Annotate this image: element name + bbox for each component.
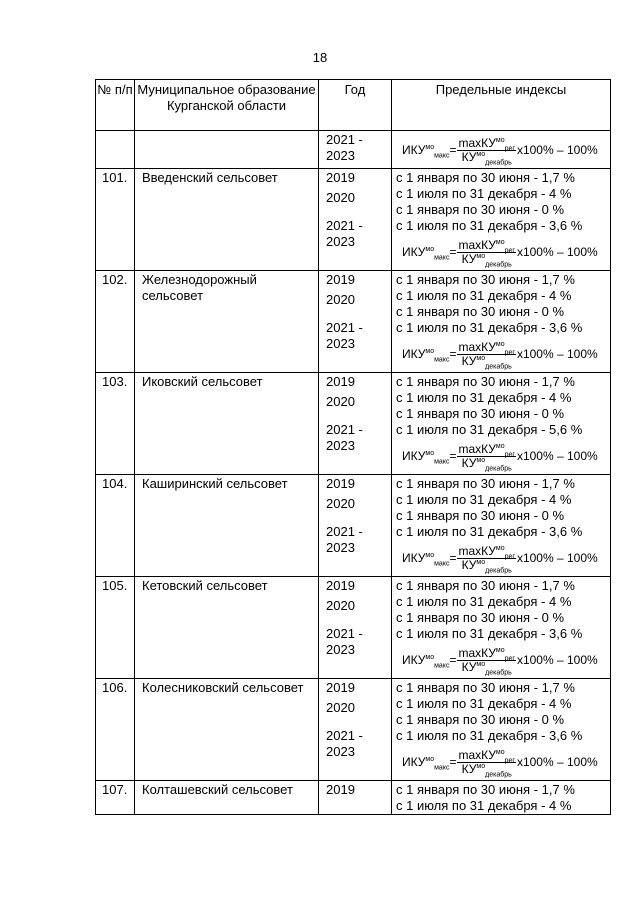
year-range: 2021 - 2023 [326,132,363,163]
formula-eq: = [449,551,457,565]
year-2020: 2020 [326,292,355,307]
index-line: с 1 июля по 31 декабря - 3,6 % [396,728,583,743]
cell-name: Кетовский сельсовет [135,577,319,679]
formula-fraction: $\frac{\max КУ^{мо}_{рег}}{КУ^{мо}_{декабрь}}$ [458,339,515,370]
formula-eq: = [449,245,457,259]
index-line: с 1 января по 30 июня - 0 % [396,610,565,625]
index-line: с 1 июля по 31 декабря - 5,6 % [396,422,583,437]
year-2019: 2019 [326,476,355,491]
table-header-row [96,80,611,131]
formula-fraction: $\frac{\max КУ^{мо}_{рег}}{КУ^{мо}_{декабрь}}$ [458,747,515,778]
index-line: с 1 января по 30 июня - 0 % [396,202,565,217]
index-line: с 1 июля по 31 декабря - 3,6 % [396,626,583,641]
formula-fraction: $\frac{\max КУ^{мо}_{рег}}{КУ^{мо}_{декабрь}}$ [458,645,515,676]
cell-name: Иковский сельсовет [135,373,319,475]
header-num: № п/п [96,80,135,131]
index-line: с 1 января по 30 июня - 1,7 % [396,170,575,185]
formula-tail: х100% – 100% [516,245,598,259]
index-line: с 1 июля по 31 декабря - 4 % [396,492,572,507]
index-line: с 1 января по 30 июня - 0 % [396,304,565,319]
formula-eq: = [449,653,457,667]
index-line: с 1 января по 30 июня - 0 % [396,712,565,727]
formula-lhs: $ИКУ^{мо}_{макс}$ [402,347,450,364]
index-line: с 1 января по 30 июня - 1,7 % [396,680,575,695]
cell-num: 102. [96,271,135,373]
formula-lhs: $ИКУ^{мо}_{макс}$ [402,755,450,772]
index-line: с 1 января по 30 июня - 1,7 % [396,374,575,389]
index-line: с 1 июля по 31 декабря - 4 % [396,390,572,405]
cell-indices [392,169,611,271]
formula-eq: = [449,449,457,463]
year-2019: 2019 [326,170,355,185]
year-range: 2021 - 2023 [326,728,363,759]
formula [396,540,610,576]
year-range: 2021 - 2023 [326,320,363,351]
formula-tail: х100% – 100% [516,755,598,769]
cell-name: Колесниковский сельсовет [135,679,319,781]
formula-fraction: $\frac{\max КУ^{мо}_{рег}}{КУ^{мо}_{декабрь}}$ [458,543,515,574]
cell-indices [392,781,611,815]
cell-name [135,131,319,169]
year-2020: 2020 [326,598,355,613]
index-line: с 1 января по 30 июня - 1,7 % [396,578,575,593]
index-line: с 1 июля по 31 декабря - 3,6 % [396,524,583,539]
index-line: с 1 июля по 31 декабря - 4 % [396,594,572,609]
formula-eq: = [449,347,457,361]
year-range: 2021 - 2023 [326,422,363,453]
year-range: 2021 - 2023 [326,524,363,555]
indices-table [95,79,611,815]
formula-lhs: $ИКУ^{мо}_{макс}$ [402,245,450,262]
formula [396,132,610,168]
cell-num: 105. [96,577,135,679]
header-indices: Предельные индексы [392,80,611,131]
cell-indices [392,475,611,577]
cell-indices [392,131,611,169]
index-line: с 1 июля по 31 декабря - 3,6 % [396,218,583,233]
cell-year [319,373,392,475]
index-line: с 1 января по 30 июня - 1,7 % [396,476,575,491]
cell-num: 106. [96,679,135,781]
cell-num: 101. [96,169,135,271]
year-range: 2021 - 2023 [326,626,363,657]
formula-fraction: $\frac{\max КУ^{мо}_{рег}}{КУ^{мо}_{декабрь}}$ [458,441,515,472]
table-row [96,679,611,781]
table-row [96,373,611,475]
year-range: 2021 - 2023 [326,218,363,249]
cell-year [319,781,392,815]
formula-tail: х100% – 100% [516,551,598,565]
year-2019: 2019 [326,680,355,695]
page-number: 18 [312,50,328,65]
table-row [96,781,611,815]
formula-eq: = [449,143,457,157]
index-line: с 1 июля по 31 декабря - 4 % [396,288,572,303]
cell-name: Железнодорожный сельсовет [135,271,319,373]
formula-tail: х100% – 100% [516,347,598,361]
index-line: с 1 июля по 31 декабря - 4 % [396,696,572,711]
formula-fraction: $\frac{\max КУ^{мо}_{рег}}{КУ^{мо}_{декабрь}}$ [458,135,515,166]
cell-num: 107. [96,781,135,815]
formula-tail: х100% – 100% [516,143,598,157]
year-2019: 2019 [326,374,355,389]
index-line: с 1 июля по 31 декабря - 3,6 % [396,320,583,335]
year-2020: 2020 [326,394,355,409]
cell-name: Колташевский сельсовет [135,781,319,815]
formula-eq: = [449,755,457,769]
formula [396,438,610,474]
formula-lhs: $ИКУ^{мо}_{макс}$ [402,143,450,160]
header-year: Год [319,80,392,131]
formula [396,744,610,780]
cell-indices [392,373,611,475]
header-municipality: Муниципальное образование Курганской области [135,80,319,131]
index-line: с 1 июля по 31 декабря - 4 % [396,186,572,201]
table-row [96,271,611,373]
index-line: с 1 января по 30 июня - 0 % [396,406,565,421]
cell-indices [392,577,611,679]
year-2019: 2019 [326,272,355,287]
table-row [96,577,611,679]
year-2019: 2019 [326,578,355,593]
year-2020: 2020 [326,700,355,715]
formula-lhs: $ИКУ^{мо}_{макс}$ [402,551,450,568]
formula-tail: х100% – 100% [516,449,598,463]
year-2020: 2020 [326,190,355,205]
cell-num: 103. [96,373,135,475]
cell-indices [392,271,611,373]
formula-fraction: $\frac{\max КУ^{мо}_{рег}}{КУ^{мо}_{декабрь}}$ [458,237,515,268]
formula-tail: х100% – 100% [516,653,598,667]
formula [396,642,610,678]
cell-year [319,475,392,577]
formula [396,234,610,270]
index-line: с 1 января по 30 июня - 0 % [396,508,565,523]
cell-year [319,169,392,271]
year-2019: 2019 [326,782,355,797]
cell-indices [392,679,611,781]
cell-year [319,131,392,169]
formula-lhs: $ИКУ^{мо}_{макс}$ [402,449,450,466]
cell-name: Каширинский сельсовет [135,475,319,577]
continuation-row [96,131,611,169]
cell-year [319,577,392,679]
cell-num: 104. [96,475,135,577]
cell-num [96,131,135,169]
formula-lhs: $ИКУ^{мо}_{макс}$ [402,653,450,670]
cell-year [319,271,392,373]
index-line: с 1 января по 30 июня - 1,7 % [396,272,575,287]
table-row [96,169,611,271]
formula [396,336,610,372]
cell-name: Введенский сельсовет [135,169,319,271]
table-row [96,475,611,577]
year-2020: 2020 [326,496,355,511]
index-line: с 1 июля по 31 декабря - 4 % [396,798,572,813]
index-line: с 1 января по 30 июня - 1,7 % [396,782,575,797]
cell-year [319,679,392,781]
